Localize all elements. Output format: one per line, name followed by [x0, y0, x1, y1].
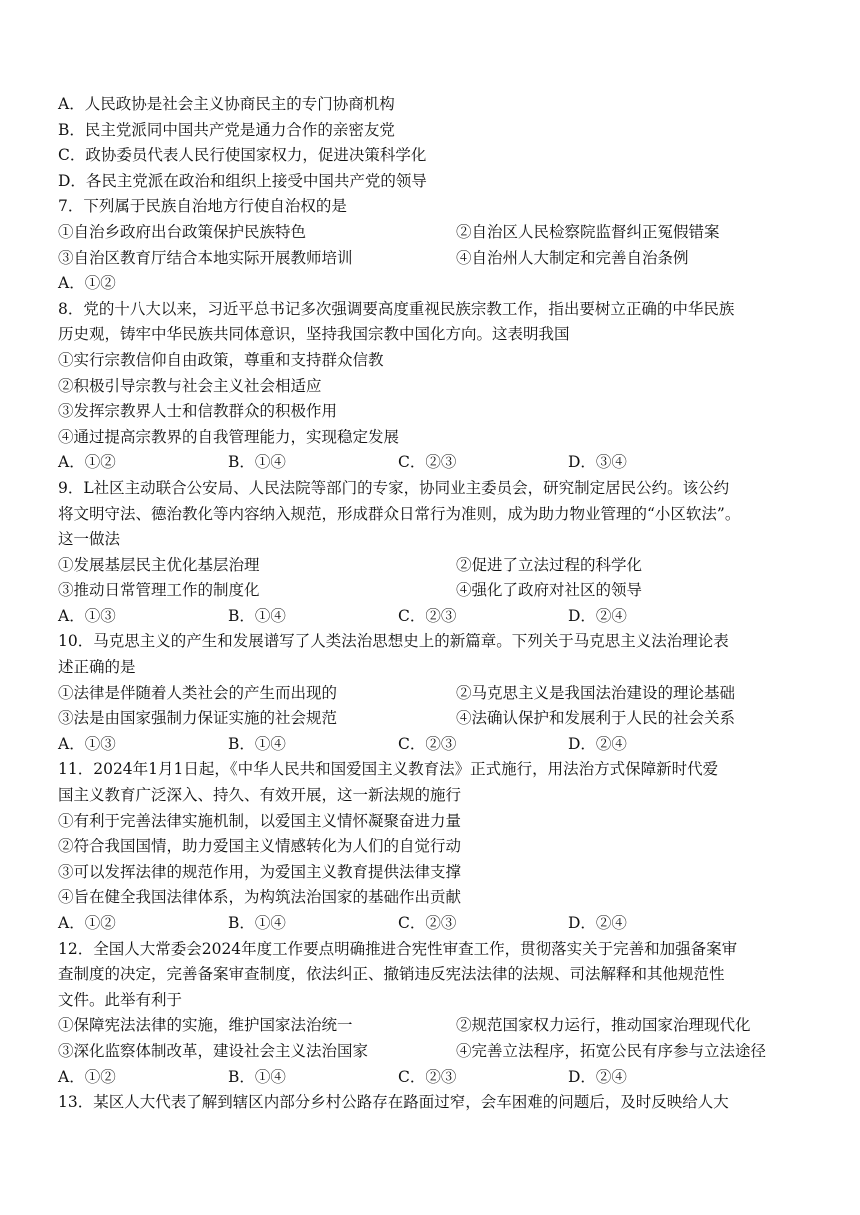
- statement-2: ②积极引导宗教与社会主义社会相适应: [58, 376, 322, 395]
- statement-1: ①保障宪法法律的实施，维护国家法治统一: [58, 1016, 353, 1035]
- statement-1: ①有利于完善法律实施机制，以爱国主义情怀凝聚奋进力量: [58, 811, 462, 830]
- statement-4: ④通过提高宗教界的自我管理能力，实现稳定发展: [58, 427, 400, 446]
- option-a: A．人民政协是社会主义协商民主的专门协商机构: [58, 95, 395, 113]
- statement-1: ①法律是伴随着人类社会的产生而出现的: [58, 683, 338, 702]
- question-stem: 9．L社区主动联合公安局、人民法院等部门的专家，协同业主委员会，研究制定居民公约。该公约: [58, 478, 730, 497]
- statement-row: [58, 681, 818, 707]
- question-8: [58, 297, 818, 476]
- statement-2: ②促进了立法过程的科学化: [456, 555, 643, 574]
- statement-row: [58, 1039, 818, 1065]
- statement-3: ③法是由国家强制力保证实施的社会规范: [58, 709, 338, 728]
- exam-page: [58, 92, 818, 1116]
- statement-1: ①发展基层民主优化基层治理: [58, 555, 260, 574]
- statement-2: ②规范国家权力运行，推动国家治理现代化: [456, 1016, 751, 1035]
- question-stem: 10．马克思主义的产生和发展谱写了人类法治思想史上的新篇章。下列关于马克思主义法治理论表: [58, 632, 729, 651]
- statement-1: ①实行宗教信仰自由政策，尊重和支持群众信教: [58, 350, 384, 369]
- option-c: C．政协委员代表人民行使国家权力，促进决策科学化: [58, 146, 427, 165]
- choice-row: [58, 271, 818, 297]
- question-stem: 11．2024年1月1日起，《中华人民共和国爱国主义教育法》正式施行，用法治方式保障新时代爱: [58, 760, 719, 779]
- choice-row: [58, 732, 818, 758]
- question-7: [58, 194, 818, 296]
- question-stem: 12．全国人大常委会2024年度工作要点明确推进合宪性审查工作，贯彻落实关于完善和加强备案审: [58, 939, 738, 958]
- question-stem: 将文明守法、德治教化等内容纳入规范，形成群众日常行为准则，成为助力物业管理的“小区软法”。: [58, 504, 741, 523]
- question-6-options: [58, 92, 818, 194]
- statement-row: [58, 578, 818, 604]
- choice-d: D．②④: [568, 734, 627, 753]
- statement-row: [58, 553, 818, 579]
- choice-b: B．①④: [228, 1067, 286, 1086]
- statement-row: [58, 246, 818, 272]
- statement-2: ②马克思主义是我国法治建设的理论基础: [456, 683, 736, 702]
- statement-4: ④旨在健全我国法律体系，为构筑法治国家的基础作出贡献: [58, 888, 462, 907]
- choice-a: A．①②: [58, 914, 116, 932]
- choice-row: [58, 911, 818, 937]
- choice-d: D．③④: [568, 453, 627, 472]
- choice-c: C．②③: [398, 1067, 457, 1086]
- choice-a: A．①②: [58, 453, 116, 472]
- statement-4: ④强化了政府对社区的领导: [456, 581, 643, 600]
- option-b: B．民主党派同中国共产党是通力合作的亲密友党: [58, 120, 395, 139]
- choice-b: B．①④: [228, 914, 286, 932]
- option-d: D．各民主党派在政治和组织上接受中国共产党的领导: [58, 171, 427, 190]
- question-9: [58, 476, 818, 630]
- statement-3: ③自治区教育厅结合本地实际开展教师培训: [58, 248, 353, 267]
- question-stem: 历史观，铸牢中华民族共同体意识，坚持我国宗教中国化方向。这表明我国: [58, 325, 570, 344]
- choice-a: A．①③: [58, 734, 116, 753]
- choice-d: D．②④: [568, 914, 627, 932]
- statement-4: ④自治州人大制定和完善自治条例: [456, 248, 689, 267]
- question-stem: 查制度的决定，完善备案审查制度，依法纠正、撤销违反宪法法律的法规、司法解释和其他规范性: [58, 965, 725, 984]
- choice-row: [58, 1065, 818, 1091]
- question-stem: 8．党的十八大以来，习近平总书记多次强调要高度重视民族宗教工作，指出要树立正确的中华民族: [58, 299, 735, 318]
- statement-4: ④法确认保护和发展利于人民的社会关系: [456, 709, 736, 728]
- question-10: [58, 629, 818, 757]
- choice-a: A．①②: [58, 274, 116, 293]
- statement-3: ③可以发挥法律的规范作用，为爱国主义教育提供法律支撑: [58, 862, 462, 881]
- choice-b: B．①④: [228, 453, 286, 472]
- choice-c: C．②③: [398, 914, 457, 932]
- choice-row: [58, 604, 818, 630]
- choice-c: C．②③: [398, 606, 457, 625]
- choice-d: D．②④: [568, 1067, 627, 1086]
- choice-a: A．①③: [58, 606, 116, 625]
- statement-2: ②符合我国国情，助力爱国主义情感转化为人们的自觉行动: [58, 837, 462, 856]
- question-stem: 文件。此举有利于: [58, 990, 183, 1009]
- question-13: [58, 1090, 818, 1116]
- statement-row: [58, 1013, 818, 1039]
- question-stem: 7．下列属于民族自治地方行使自治权的是: [58, 197, 347, 216]
- statement-2: ②自治区人民检察院监督纠正冤假错案: [456, 222, 720, 241]
- choice-c: C．②③: [398, 734, 457, 753]
- statement-1: ①自治乡政府出台政策保护民族特色: [58, 222, 307, 241]
- question-stem: 国主义教育广泛深入、持久、有效开展，这一新法规的施行: [58, 786, 462, 805]
- statement-4: ④完善立法程序，拓宽公民有序参与立法途径: [456, 1041, 767, 1060]
- statement-row: [58, 706, 818, 732]
- choice-b: B．①④: [228, 734, 286, 753]
- question-stem: 13．某区人大代表了解到辖区内部分乡村公路存在路面过窄，会车困难的问题后，及时反映给人大: [58, 1093, 729, 1112]
- choice-d: D．②④: [568, 606, 627, 625]
- question-11: [58, 757, 818, 936]
- question-stem: 这一做法: [58, 530, 121, 549]
- choice-row: [58, 450, 818, 476]
- statement-3: ③推动日常管理工作的制度化: [58, 581, 260, 600]
- statement-3: ③发挥宗教界人士和信教群众的积极作用: [58, 402, 338, 421]
- question-stem: 述正确的是: [58, 658, 136, 677]
- choice-c: C．②③: [398, 453, 457, 472]
- choice-b: B．①④: [228, 606, 286, 625]
- statement-3: ③深化监察体制改革，建设社会主义法治国家: [58, 1041, 369, 1060]
- question-12: [58, 937, 818, 1091]
- statement-row: [58, 220, 818, 246]
- choice-a: A．①②: [58, 1067, 116, 1086]
